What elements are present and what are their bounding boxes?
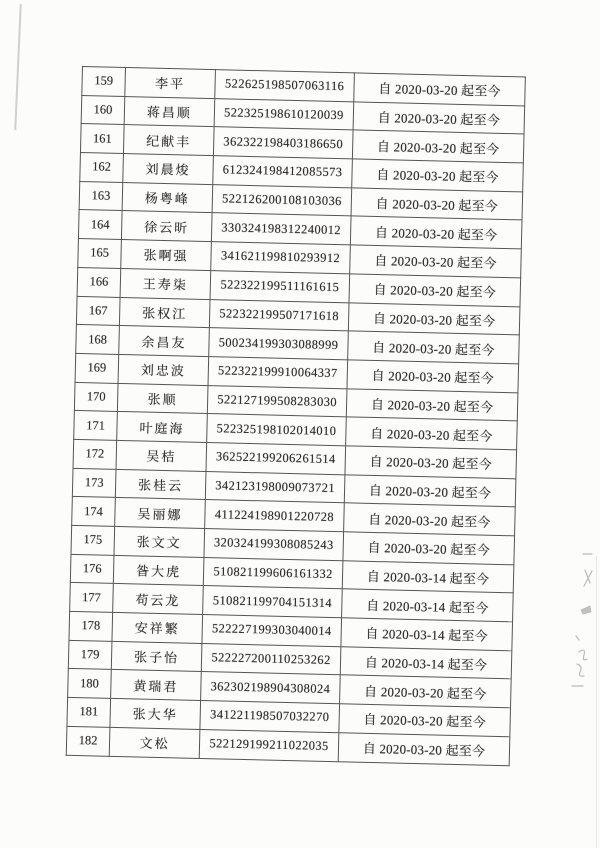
id-number-cell: 522322199910064337 [208, 356, 348, 388]
period-cell: 自 2020-03-20 起至今 [350, 216, 522, 249]
period-cell: 自 2020-03-20 起至今 [343, 532, 515, 565]
row-number-cell: 165 [78, 239, 122, 269]
id-number-cell: 362522199206261514 [206, 442, 346, 474]
scan-edge-streak [596, 556, 597, 848]
roster-table [66, 66, 526, 766]
period-cell: 自 2020-03-20 起至今 [348, 302, 520, 335]
period-cell: 自 2020-03-20 起至今 [348, 331, 520, 364]
period-cell: 自 2020-03-20 起至今 [338, 733, 510, 766]
row-number-cell: 166 [77, 267, 121, 297]
row-number-cell: 180 [68, 669, 112, 699]
name-cell: 安祥繁 [112, 612, 203, 643]
row-number-cell: 160 [81, 95, 125, 125]
row-number-cell: 167 [76, 296, 120, 326]
table-body [66, 67, 525, 766]
period-cell: 自 2020-03-20 起至今 [346, 417, 518, 450]
name-cell: 张子怡 [111, 641, 202, 672]
id-number-cell: 362302198904308024 [201, 672, 341, 704]
period-cell: 自 2020-03-20 起至今 [352, 159, 524, 192]
period-cell: 自 2020-03-20 起至今 [349, 274, 521, 307]
period-cell: 自 2020-03-20 起至今 [354, 73, 526, 106]
period-cell: 自 2020-03-20 起至今 [344, 503, 516, 536]
row-number-cell: 171 [74, 411, 118, 441]
roster-table-container [66, 66, 525, 766]
row-number-cell: 181 [67, 697, 111, 727]
period-cell: 自 2020-03-20 起至今 [353, 102, 525, 135]
period-cell: 自 2020-03-20 起至今 [352, 130, 524, 163]
name-cell: 张桂云 [115, 469, 206, 500]
period-cell: 自 2020-03-14 起至今 [342, 560, 514, 593]
id-number-cell: 411224198901220728 [205, 500, 345, 532]
name-cell: 刘晨焌 [123, 154, 214, 185]
name-cell: 张权江 [119, 297, 210, 328]
period-cell: 自 2020-03-14 起至今 [340, 647, 512, 680]
row-number-cell: 168 [76, 325, 120, 355]
period-cell: 自 2020-03-20 起至今 [344, 474, 516, 507]
id-number-cell: 522126200108103036 [212, 184, 352, 216]
row-number-cell: 161 [80, 124, 124, 154]
id-number-cell: 341621199810293912 [211, 242, 351, 274]
row-number-cell: 170 [74, 382, 118, 412]
id-number-cell: 362322198403186650 [213, 127, 353, 159]
period-cell: 自 2020-03-14 起至今 [342, 589, 514, 622]
name-cell: 李平 [125, 68, 216, 99]
row-number-cell: 173 [72, 468, 116, 498]
name-cell: 徐云昕 [121, 211, 212, 242]
name-cell: 纪献丰 [123, 125, 214, 156]
period-cell: 自 2020-03-20 起至今 [351, 188, 523, 221]
row-number-cell: 182 [66, 726, 110, 756]
id-number-cell: 330324198312240012 [211, 213, 351, 245]
row-number-cell: 179 [68, 640, 112, 670]
name-cell: 苟云龙 [113, 584, 204, 615]
name-cell: 张文文 [114, 526, 205, 557]
row-number-cell: 162 [80, 153, 124, 183]
id-number-cell: 522227200110253262 [201, 643, 341, 675]
row-number-cell: 177 [70, 583, 114, 613]
id-number-cell: 522325198102014010 [207, 414, 347, 446]
id-number-cell: 500234199303088999 [209, 328, 349, 360]
period-cell: 自 2020-03-20 起至今 [340, 675, 512, 708]
name-cell: 张啊强 [121, 240, 212, 271]
id-number-cell: 612324198412085573 [213, 156, 353, 188]
row-number-cell: 176 [70, 554, 114, 584]
name-cell: 王寿柒 [120, 268, 211, 299]
name-cell: 叶庭海 [117, 412, 208, 443]
period-cell: 自 2020-03-20 起至今 [339, 704, 511, 737]
period-cell: 自 2020-03-14 起至今 [341, 618, 513, 651]
period-cell: 自 2020-03-20 起至今 [350, 245, 522, 278]
row-number-cell: 163 [79, 181, 123, 211]
name-cell: 杨粤峰 [122, 182, 213, 213]
scan-edge-line [14, 4, 21, 130]
name-cell: 昝大虎 [113, 555, 204, 586]
id-number-cell: 522322199511161615 [210, 270, 350, 302]
id-number-cell: 510821199606161332 [203, 557, 343, 589]
id-number-cell: 320324199308085243 [204, 529, 344, 561]
row-number-cell: 172 [73, 439, 117, 469]
row-number-cell: 164 [78, 210, 122, 240]
name-cell: 吴丽娜 [115, 498, 206, 529]
name-cell: 蒋昌顺 [124, 96, 215, 127]
name-cell: 刘忠波 [118, 354, 209, 385]
id-number-cell: 522322199507171618 [209, 299, 349, 331]
name-cell: 余昌友 [119, 326, 210, 357]
row-number-cell: 174 [72, 497, 116, 527]
id-number-cell: 522625198507063116 [215, 70, 355, 102]
row-number-cell: 178 [69, 611, 113, 641]
period-cell: 自 2020-03-20 起至今 [347, 360, 519, 393]
id-number-cell: 342123198009073721 [205, 471, 345, 503]
period-cell: 自 2020-03-20 起至今 [345, 446, 517, 479]
id-number-cell: 510821199704151314 [203, 586, 343, 618]
name-cell: 黄瑞君 [111, 670, 202, 701]
row-number-cell: 159 [82, 67, 126, 97]
name-cell: 文松 [109, 727, 200, 758]
period-cell: 自 2020-03-20 起至今 [346, 388, 518, 421]
id-number-cell: 522227199303040014 [202, 615, 342, 647]
row-number-cell: 175 [71, 525, 115, 555]
id-number-cell: 522129199211022035 [199, 729, 339, 761]
scan-artifact-marks [563, 540, 600, 705]
name-cell: 张大华 [110, 698, 201, 729]
row-number-cell: 169 [75, 353, 119, 383]
name-cell: 张顺 [117, 383, 208, 414]
name-cell: 吴桔 [116, 440, 207, 471]
id-number-cell: 522325198610120039 [214, 98, 354, 130]
id-number-cell: 341221198507032270 [200, 701, 340, 733]
id-number-cell: 522127199508283030 [207, 385, 347, 417]
